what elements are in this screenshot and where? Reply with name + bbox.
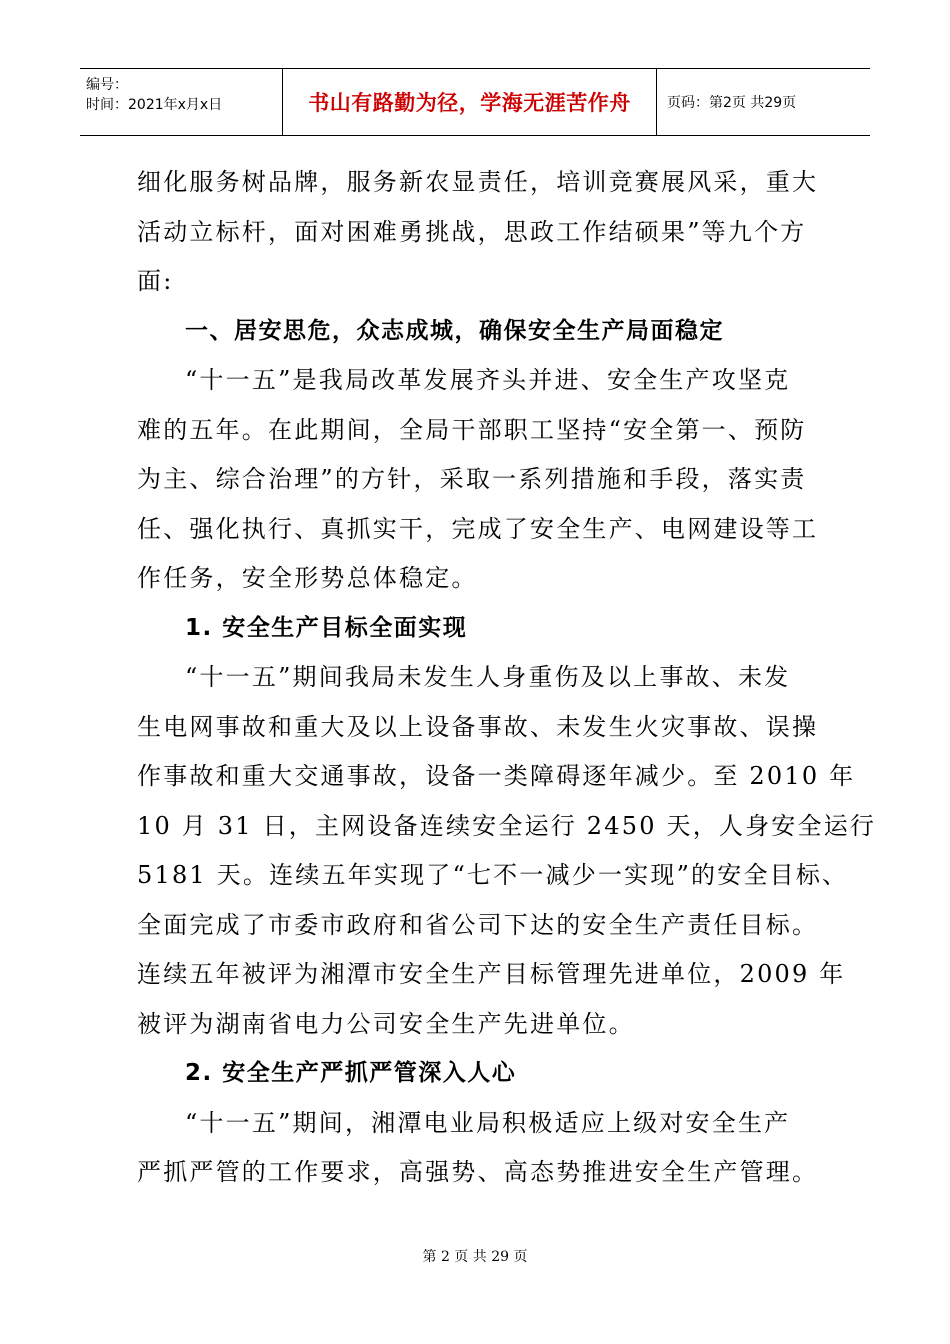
- page-header: [80, 68, 870, 136]
- body-line: “十一五”是我局改革发展齐头并进、安全生产攻坚克: [185, 366, 791, 394]
- time-label: 时间：2021年x月x日: [86, 97, 223, 113]
- body-line: 难的五年。在此期间，全局干部职工坚持“安全第一、预防: [137, 415, 807, 444]
- header-page-code: 页码：第2页 共29页: [667, 95, 797, 111]
- body-line: 生电网事故和重大及以上设备事故、未发生火灾事故、误操: [137, 712, 819, 741]
- body-line: 细化服务树品牌，服务新农显责任，培训竞赛展风采，重大: [137, 168, 819, 196]
- body-line: 严抓严管的工作要求，高强势、高态势推进安全生产管理。: [137, 1158, 819, 1186]
- number-label: 编号：: [86, 77, 128, 93]
- body-line: 活动立标杆，面对困难勇挑战，思政工作结硕果”等九个方: [137, 217, 807, 246]
- body-line: 任、强化执行、真抓实干，完成了安全生产、电网建设等工: [137, 514, 819, 543]
- body-line: 为主、综合治理”的方针，采取一系列措施和手段，落实责: [137, 465, 807, 493]
- body-line: 作事故和重大交通事故，设备一类障碍逐年减少。至 2010 年: [137, 762, 856, 790]
- body-line: 全面完成了市委市政府和省公司下达的安全生产责任目标。: [137, 910, 819, 939]
- body-line: 10 月 31 日，主网设备连续安全运行 2450 天，人身安全运行: [137, 811, 877, 840]
- body-line: 面:: [137, 267, 174, 295]
- subsection-heading-2: 2. 安全生产严抓严管深入人心: [185, 1060, 517, 1086]
- body-line: 5181 天。连续五年实现了“七不一减少一实现”的安全目标、: [137, 861, 849, 889]
- body-line: 作任务，安全形势总体稳定。: [137, 564, 478, 592]
- body-line: “十一五”期间，湘潭电业局积极适应上级对安全生产: [185, 1108, 791, 1137]
- document-body: [137, 158, 877, 1198]
- header-motto: 书山有路勤为径，学海无涯苦作舟: [283, 69, 657, 135]
- section-heading-1: 一、居安思危，众志成城，确保安全生产局面稳定: [185, 317, 724, 344]
- body-line: “十一五”期间我局未发生人身重伤及以上事故、未发: [185, 663, 791, 691]
- body-line: 连续五年被评为湘潭市安全生产目标管理先进单位，2009 年: [137, 960, 846, 988]
- subsection-heading-1: 1. 安全生产目标全面实现: [185, 614, 468, 641]
- page-footer: 第 2 页 共 29 页: [422, 1249, 528, 1265]
- header-meta-cell: [80, 69, 283, 135]
- body-line: 被评为湖南省电力公司安全生产先进单位。: [137, 1009, 635, 1038]
